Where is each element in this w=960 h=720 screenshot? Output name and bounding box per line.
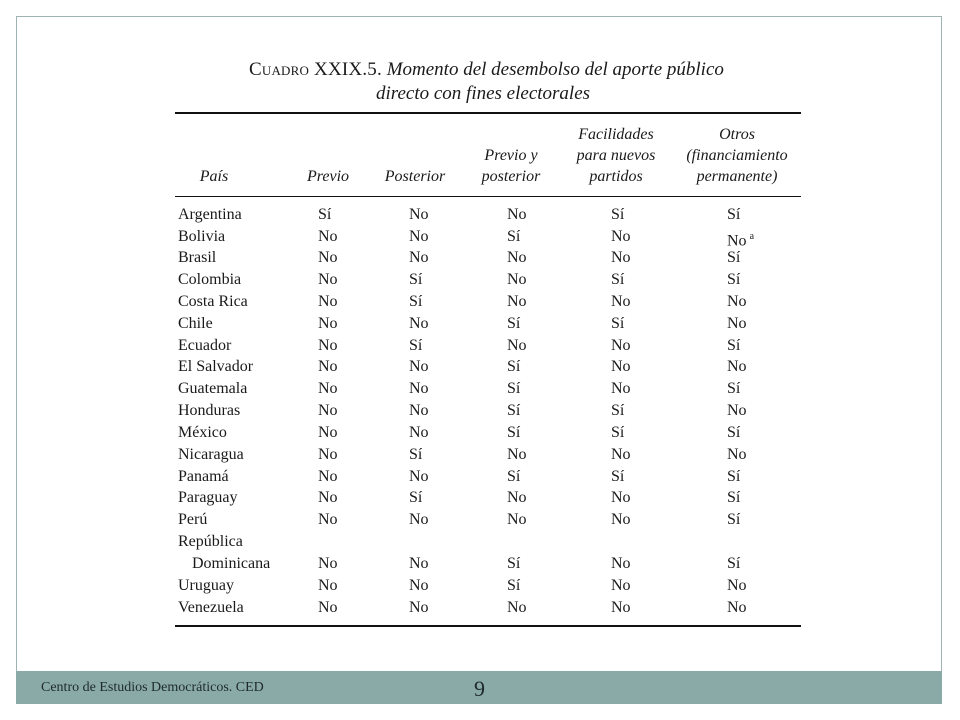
cell-posterior: No [409, 468, 429, 485]
cell-previo-posterior: No [507, 206, 527, 223]
cell-otros: No [727, 315, 747, 332]
cell-posterior: Sí [409, 293, 423, 310]
cell-previo: No [318, 380, 338, 397]
slide-frame [16, 16, 942, 704]
cell-facilidades: No [611, 446, 631, 463]
cell-posterior: Sí [409, 446, 423, 463]
table-label: Cuadro XXIX.5. [249, 59, 382, 80]
cell-previo: No [318, 424, 338, 441]
cell-posterior: Sí [409, 271, 423, 288]
header-facilidades: Facilidades para nuevos partidos [576, 126, 656, 185]
cell-otros: Sí [727, 555, 741, 572]
cell-previo-posterior: Sí [507, 315, 521, 332]
cell-facilidades: No [611, 380, 631, 397]
table-header-rule [175, 196, 801, 197]
cell-previo: No [318, 511, 338, 528]
cell-previo: No [318, 249, 338, 266]
cell-facilidades: No [611, 599, 631, 616]
cell-previo: Sí [318, 206, 332, 223]
cell-previo: No [318, 228, 338, 245]
footnote-marker: a [749, 231, 755, 242]
cell-otros: Sí [727, 206, 741, 223]
cell-country: El Salvador [178, 358, 254, 375]
cell-posterior: No [409, 577, 429, 594]
cell-previo-posterior: No [507, 293, 527, 310]
cell-previo-posterior: Sí [507, 577, 521, 594]
page-number: 9 [474, 676, 485, 701]
cell-otros: Sí [727, 337, 741, 354]
cell-country: Ecuador [178, 337, 232, 354]
cell-posterior: No [409, 228, 429, 245]
cell-otros: No [727, 446, 747, 463]
cell-facilidades: Sí [611, 424, 625, 441]
cell-previo-posterior: Sí [507, 424, 521, 441]
cell-previo-posterior: No [507, 271, 527, 288]
cell-otros: Sí [727, 511, 741, 528]
cell-country: Argentina [178, 206, 242, 223]
header-otros: Otros (financiamiento permanente) [686, 126, 788, 185]
header-previo-posterior: Previo y posterior [481, 147, 541, 185]
cell-posterior: No [409, 511, 429, 528]
cell-previo: No [318, 468, 338, 485]
cell-previo-posterior: No [507, 511, 527, 528]
cell-posterior: No [409, 358, 429, 375]
cell-previo-posterior: Sí [507, 555, 521, 572]
cell-previo: No [318, 577, 338, 594]
cell-previo-posterior: No [507, 337, 527, 354]
cell-otros: Sí [727, 424, 741, 441]
cell-previo-posterior: No [507, 446, 527, 463]
cell-facilidades: No [611, 555, 631, 572]
cell-country: México [178, 424, 227, 441]
table-caption-line1: Momento del desembolso del aporte público [386, 59, 724, 80]
cell-previo: No [318, 271, 338, 288]
cell-posterior: No [409, 599, 429, 616]
cell-otros: Sí [727, 489, 741, 506]
cell-previo-posterior: Sí [507, 358, 521, 375]
cell-otros: Sí [727, 468, 741, 485]
cell-country: Paraguay [178, 489, 238, 506]
table-caption-line2: directo con fines electorales [376, 83, 591, 104]
cell-country: Brasil [178, 249, 217, 266]
cell-posterior: No [409, 402, 429, 419]
cell-country: Chile [178, 315, 213, 332]
cell-country: Guatemala [178, 380, 248, 397]
cell-previo-posterior: Sí [507, 380, 521, 397]
cell-facilidades: No [611, 337, 631, 354]
cell-country: Uruguay [178, 577, 234, 594]
cell-posterior: No [409, 249, 429, 266]
cell-posterior: No [409, 424, 429, 441]
cell-country: Costa Rica [178, 293, 248, 310]
cell-country-line1: República [178, 533, 243, 550]
cell-facilidades: Sí [611, 271, 625, 288]
cell-facilidades: No [611, 228, 631, 245]
cell-otros: Sí [727, 271, 741, 288]
cell-posterior: Sí [409, 489, 423, 506]
cell-otros: No $^a$ [727, 231, 755, 250]
cell-country: Bolivia [178, 228, 226, 245]
cell-previo: No [318, 315, 338, 332]
cell-facilidades: No [611, 577, 631, 594]
cell-facilidades: Sí [611, 206, 625, 223]
cell-facilidades: No [611, 249, 631, 266]
cell-country: Honduras [178, 402, 241, 419]
cell-facilidades: No [611, 489, 631, 506]
cell-otros: Sí [727, 380, 741, 397]
header-pais: País [199, 168, 229, 185]
cell-otros: No [727, 599, 747, 616]
cell-previo: No [318, 489, 338, 506]
cell-previo: No [318, 599, 338, 616]
cell-facilidades: Sí [611, 468, 625, 485]
cell-previo-posterior: Sí [507, 402, 521, 419]
cell-posterior: No [409, 315, 429, 332]
header-posterior: Posterior [384, 168, 446, 185]
cell-country: Venezuela [178, 599, 244, 616]
cell-posterior: No [409, 380, 429, 397]
cell-facilidades: Sí [611, 315, 625, 332]
cell-country: Perú [178, 511, 208, 528]
cell-previo: No [318, 446, 338, 463]
cell-otros: Sí [727, 249, 741, 266]
cell-otros: No [727, 293, 747, 310]
header-previo: Previo [306, 168, 350, 185]
cell-posterior: No [409, 206, 429, 223]
cell-facilidades: No [611, 358, 631, 375]
cell-previo-posterior: No [507, 489, 527, 506]
table-top-rule [175, 112, 801, 114]
cell-previo: No [318, 337, 338, 354]
table-bottom-rule [175, 625, 801, 627]
cell-otros: No [727, 358, 747, 375]
cell-otros: No [727, 577, 747, 594]
table-title [249, 58, 849, 104]
cell-posterior: No [409, 555, 429, 572]
cell-facilidades: No [611, 511, 631, 528]
cell-country: Colombia [178, 271, 242, 288]
cell-previo-posterior: Sí [507, 468, 521, 485]
cell-facilidades: No [611, 293, 631, 310]
cell-previo: No [318, 293, 338, 310]
footer-source: Centro de Estudios Democráticos. CED [41, 680, 264, 695]
cell-previo: No [318, 555, 338, 572]
cell-previo: No [318, 358, 338, 375]
cell-otros: No [727, 402, 747, 419]
cell-country: Panamá [178, 468, 229, 485]
cell-country: Nicaragua [178, 446, 244, 463]
cell-previo-posterior: No [507, 599, 527, 616]
cell-country-line2: Dominicana [192, 555, 271, 572]
cell-previo: No [318, 402, 338, 419]
cell-posterior: Sí [409, 337, 423, 354]
cell-previo-posterior: No [507, 249, 527, 266]
cell-facilidades: Sí [611, 402, 625, 419]
cell-previo-posterior: Sí [507, 228, 521, 245]
